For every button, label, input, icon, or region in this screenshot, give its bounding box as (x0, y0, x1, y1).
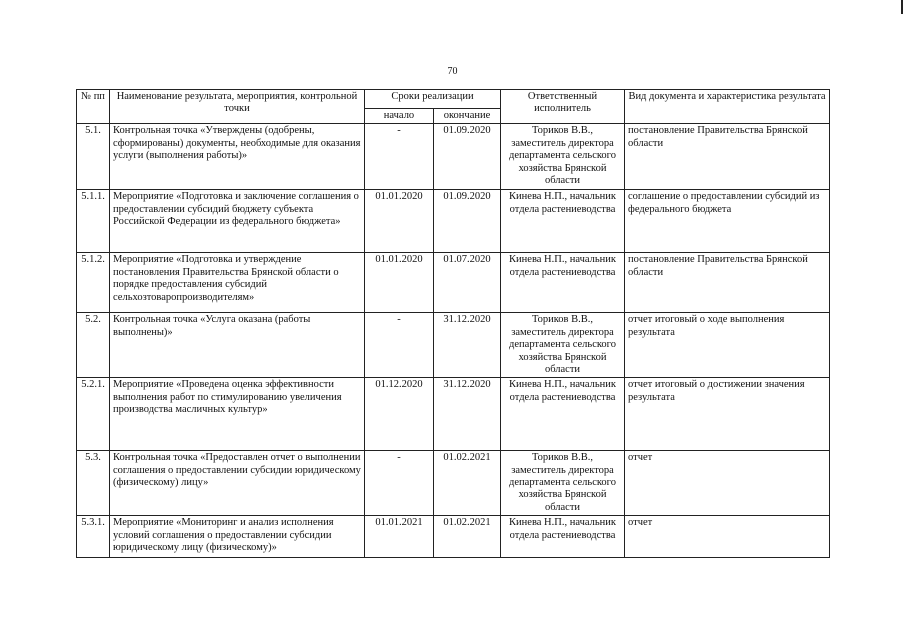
row-name: Контрольная точка «Предоставлен отчет о выполнении соглашения о предоставлении субсидии юридическому (физическому) лицу» (110, 451, 365, 516)
header-num: № пп (77, 90, 110, 124)
row-executor: Кинева Н.П., начальник отдела растениеводства (501, 378, 625, 451)
row-start-date: - (365, 313, 434, 378)
header-executor: Ответственный исполнитель (501, 90, 625, 124)
implementation-plan-table (76, 89, 830, 558)
row-document: постановление Правительства Брянской области (625, 253, 830, 313)
row-end-date: 31.12.2020 (434, 313, 501, 378)
row-end-date: 01.09.2020 (434, 124, 501, 190)
header-end: окончание (434, 109, 501, 124)
row-num: 5.3. (77, 451, 110, 516)
header-start: начало (365, 109, 434, 124)
row-document: отчет (625, 451, 830, 516)
row-end-date: 01.02.2021 (434, 516, 501, 558)
row-document: соглашение о предоставлении субсидий из федерального бюджета (625, 190, 830, 253)
row-end-date: 01.02.2021 (434, 451, 501, 516)
row-executor: Ториков В.В., заместитель директора департамента сельского хозяйства Брянской области (501, 313, 625, 378)
page-number: 70 (447, 66, 458, 77)
row-num: 5.3.1. (77, 516, 110, 558)
row-document: отчет итоговый о достижении значения результата (625, 378, 830, 451)
row-name: Мероприятие «Подготовка и заключение соглашения о предоставлении субсидий бюджету субъекта Российской Федерации из федерального бюджета» (110, 190, 365, 253)
table-row (77, 124, 830, 190)
table-row (77, 313, 830, 378)
row-start-date: 01.01.2020 (365, 253, 434, 313)
row-executor: Кинева Н.П., начальник отдела растениеводства (501, 190, 625, 253)
row-executor: Ториков В.В., заместитель директора департамента сельского хозяйства Брянской области (501, 451, 625, 516)
row-document: отчет (625, 516, 830, 558)
table-row (77, 516, 830, 558)
row-end-date: 01.09.2020 (434, 190, 501, 253)
table-row (77, 451, 830, 516)
header-doc: Вид документа и характеристика результата (625, 90, 830, 124)
table-row (77, 253, 830, 313)
row-num: 5.1. (77, 124, 110, 190)
row-name: Контрольная точка «Услуга оказана (работы выполнены)» (110, 313, 365, 378)
table-row (77, 190, 830, 253)
row-end-date: 31.12.2020 (434, 378, 501, 451)
row-start-date: - (365, 451, 434, 516)
row-num: 5.1.1. (77, 190, 110, 253)
header-name: Наименование результата, мероприятия, контрольной точки (110, 90, 365, 124)
row-name: Мероприятие «Мониторинг и анализ исполнения условий соглашения о предоставлении субсидии юридическому лицу (физическому)» (110, 516, 365, 558)
row-document: постановление Правительства Брянской области (625, 124, 830, 190)
row-executor: Ториков В.В., заместитель директора департамента сельского хозяйства Брянской области (501, 124, 625, 190)
row-name: Контрольная точка «Утверждены (одобрены, сформированы) документы, необходимые для оказания услуги (выполнения работы)» (110, 124, 365, 190)
header-period: Сроки реализации (365, 90, 501, 109)
row-num: 5.2.1. (77, 378, 110, 451)
table-row (77, 378, 830, 451)
scan-edge-mark (901, 0, 903, 14)
row-start-date: 01.01.2021 (365, 516, 434, 558)
header-row (77, 90, 830, 109)
row-name: Мероприятие «Подготовка и утверждение постановления Правительства Брянской области о порядке предоставления субсидий сельхозтоваропроизводителям» (110, 253, 365, 313)
row-start-date: 01.12.2020 (365, 378, 434, 451)
row-start-date: 01.01.2020 (365, 190, 434, 253)
row-num: 5.2. (77, 313, 110, 378)
row-document: отчет итоговый о ходе выполнения результата (625, 313, 830, 378)
row-end-date: 01.07.2020 (434, 253, 501, 313)
row-name: Мероприятие «Проведена оценка эффективности выполнения работ по стимулированию увеличения производства масличных культур» (110, 378, 365, 451)
row-num: 5.1.2. (77, 253, 110, 313)
row-executor: Кинева Н.П., начальник отдела растениеводства (501, 516, 625, 558)
row-executor: Кинева Н.П., начальник отдела растениеводства (501, 253, 625, 313)
row-start-date: - (365, 124, 434, 190)
